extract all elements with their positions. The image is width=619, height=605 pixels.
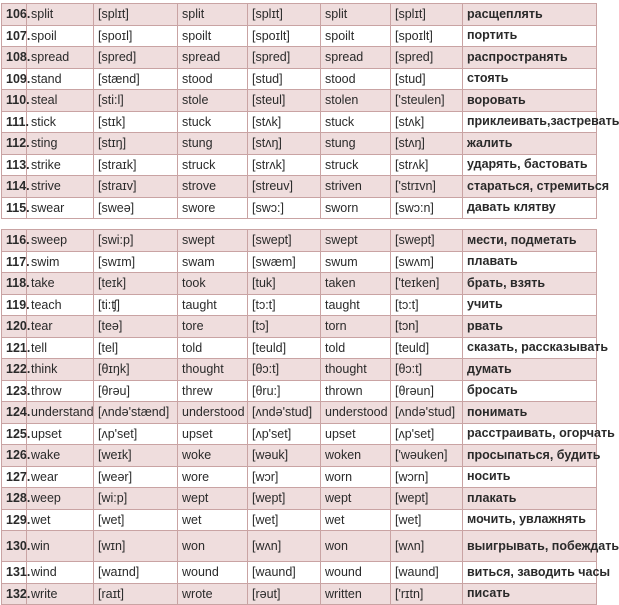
row-number: 131. — [2, 562, 27, 584]
past-simple: woke — [178, 445, 248, 467]
past-simple-transcription: [tɔ:t] — [248, 294, 321, 316]
base-form-transcription: [waɪnd] — [94, 562, 178, 584]
verb-row — [2, 111, 597, 133]
verb-table-part-1 — [1, 3, 619, 219]
verb-row — [2, 294, 597, 316]
past-simple: split — [178, 4, 248, 26]
row-number: 125. — [2, 423, 27, 445]
past-simple: wrote — [178, 583, 248, 605]
row-number: 112. — [2, 133, 27, 155]
row-number: 129. — [2, 509, 27, 531]
past-participle: swept — [321, 230, 391, 252]
verb-row — [2, 509, 597, 531]
base-form: wet — [27, 509, 94, 531]
verb-row — [2, 562, 597, 584]
past-participle: stung — [321, 133, 391, 155]
past-participle-transcription: ['steulen] — [391, 90, 463, 112]
base-form-transcription: [θrəu] — [94, 380, 178, 402]
verb-row — [2, 4, 597, 26]
base-form: sweep — [27, 230, 94, 252]
verb-row — [2, 47, 597, 69]
past-simple-transcription: [streuv] — [248, 176, 321, 198]
past-simple: swept — [178, 230, 248, 252]
base-form: wake — [27, 445, 94, 467]
base-form: throw — [27, 380, 94, 402]
past-simple-transcription: [stʌŋ] — [248, 133, 321, 155]
base-form: swear — [27, 197, 94, 219]
past-simple-transcription: [stud] — [248, 68, 321, 90]
russian-translation: писать — [463, 583, 597, 605]
past-simple-transcription: [ʌndə'stud] — [248, 402, 321, 424]
past-simple-transcription: [teuld] — [248, 337, 321, 359]
past-participle-transcription: [tɔn] — [391, 316, 463, 338]
past-simple: understood — [178, 402, 248, 424]
russian-translation: выигрывать, побеждать — [463, 531, 597, 562]
past-participle-transcription: [θrəun] — [391, 380, 463, 402]
past-simple: struck — [178, 154, 248, 176]
verb-row — [2, 423, 597, 445]
past-participle: upset — [321, 423, 391, 445]
row-number: 106. — [2, 4, 27, 26]
past-simple: wore — [178, 466, 248, 488]
base-form: teach — [27, 294, 94, 316]
past-participle: stuck — [321, 111, 391, 133]
verb-row — [2, 68, 597, 90]
past-participle: thrown — [321, 380, 391, 402]
russian-translation: воровать — [463, 90, 597, 112]
past-simple: spread — [178, 47, 248, 69]
row-number: 109. — [2, 68, 27, 90]
past-simple-transcription: [θru:] — [248, 380, 321, 402]
base-form: weep — [27, 488, 94, 510]
base-form: upset — [27, 423, 94, 445]
past-participle-transcription: [ʌp'set] — [391, 423, 463, 445]
base-form: spread — [27, 47, 94, 69]
past-simple: tore — [178, 316, 248, 338]
base-form-transcription: [spoɪl] — [94, 25, 178, 47]
base-form: understand — [27, 402, 94, 424]
base-form: write — [27, 583, 94, 605]
past-simple-transcription: [steul] — [248, 90, 321, 112]
base-form-transcription: [ʌndə'stænd] — [94, 402, 178, 424]
base-form-transcription: [raɪt] — [94, 583, 178, 605]
past-participle-transcription: [stʌŋ] — [391, 133, 463, 155]
past-participle-transcription: [waund] — [391, 562, 463, 584]
past-simple: taught — [178, 294, 248, 316]
base-form-transcription: [wɪn] — [94, 531, 178, 562]
past-simple: spoilt — [178, 25, 248, 47]
verb-row — [2, 90, 597, 112]
russian-translation: думать — [463, 359, 597, 381]
russian-translation: стоять — [463, 68, 597, 90]
base-form: split — [27, 4, 94, 26]
verb-row — [2, 154, 597, 176]
past-participle: taken — [321, 273, 391, 295]
past-simple-transcription: [wet] — [248, 509, 321, 531]
base-form-transcription: [ʌp'set] — [94, 423, 178, 445]
past-participle: taught — [321, 294, 391, 316]
verb-row — [2, 488, 597, 510]
row-number: 114. — [2, 176, 27, 198]
past-participle: swum — [321, 251, 391, 273]
base-form-transcription: [straɪk] — [94, 154, 178, 176]
verb-row — [2, 531, 597, 562]
row-number: 117. — [2, 251, 27, 273]
past-participle-transcription: [strʌk] — [391, 154, 463, 176]
base-form: stick — [27, 111, 94, 133]
verb-row — [2, 176, 597, 198]
past-participle-transcription: ['wəuken] — [391, 445, 463, 467]
base-form-transcription: [teə] — [94, 316, 178, 338]
base-form: spoil — [27, 25, 94, 47]
past-participle-transcription: ['teɪken] — [391, 273, 463, 295]
verb-row — [2, 25, 597, 47]
past-participle: striven — [321, 176, 391, 198]
row-number: 127. — [2, 466, 27, 488]
russian-translation: плакать — [463, 488, 597, 510]
russian-translation: давать клятву — [463, 197, 597, 219]
verb-row — [2, 230, 597, 252]
verb-row — [2, 402, 597, 424]
base-form-transcription: [stænd] — [94, 68, 178, 90]
russian-translation: мести, подметать — [463, 230, 597, 252]
base-form-transcription: [swi:p] — [94, 230, 178, 252]
verb-table-part-2 — [1, 229, 619, 605]
past-participle: thought — [321, 359, 391, 381]
past-simple: thought — [178, 359, 248, 381]
past-participle: split — [321, 4, 391, 26]
row-number: 119. — [2, 294, 27, 316]
past-participle-transcription: [wet] — [391, 509, 463, 531]
russian-translation: распространять — [463, 47, 597, 69]
past-participle: worn — [321, 466, 391, 488]
verb-row — [2, 273, 597, 295]
base-form-transcription: [ti:ʧ] — [94, 294, 178, 316]
russian-translation: ударять, бастовать — [463, 154, 597, 176]
past-participle: told — [321, 337, 391, 359]
past-simple-transcription: [tuk] — [248, 273, 321, 295]
base-form-transcription: [stɪk] — [94, 111, 178, 133]
past-participle-transcription: [spoɪlt] — [391, 25, 463, 47]
past-simple-transcription: [swæm] — [248, 251, 321, 273]
past-simple: stole — [178, 90, 248, 112]
base-form: swim — [27, 251, 94, 273]
past-participle: wound — [321, 562, 391, 584]
row-number: 128. — [2, 488, 27, 510]
row-number: 130. — [2, 531, 27, 562]
past-participle-transcription: [wɔrn] — [391, 466, 463, 488]
past-participle: won — [321, 531, 391, 562]
base-form: take — [27, 273, 94, 295]
base-form-transcription: [wet] — [94, 509, 178, 531]
base-form-transcription: [sweə] — [94, 197, 178, 219]
past-simple-transcription: [wəuk] — [248, 445, 321, 467]
russian-translation: расщеплять — [463, 4, 597, 26]
past-simple: swam — [178, 251, 248, 273]
past-simple: wept — [178, 488, 248, 510]
russian-translation: рвать — [463, 316, 597, 338]
base-form: tear — [27, 316, 94, 338]
past-participle-transcription: ['strɪvn] — [391, 176, 463, 198]
russian-translation: расстраивать, огорчать — [463, 423, 597, 445]
russian-translation: плавать — [463, 251, 597, 273]
past-participle: spoilt — [321, 25, 391, 47]
russian-translation: понимать — [463, 402, 597, 424]
past-simple: wound — [178, 562, 248, 584]
past-simple-transcription: [stʌk] — [248, 111, 321, 133]
past-participle-transcription: [teuld] — [391, 337, 463, 359]
base-form: strike — [27, 154, 94, 176]
russian-translation: сказать, рассказывать — [463, 337, 597, 359]
past-participle-transcription: [spred] — [391, 47, 463, 69]
russian-translation: мочить, увлажнять — [463, 509, 597, 531]
past-participle-transcription: [tɔ:t] — [391, 294, 463, 316]
verb-row — [2, 445, 597, 467]
past-simple-transcription: [wɔr] — [248, 466, 321, 488]
russian-translation: жалить — [463, 133, 597, 155]
base-form-transcription: [splɪt] — [94, 4, 178, 26]
past-participle: spread — [321, 47, 391, 69]
base-form-transcription: [swɪm] — [94, 251, 178, 273]
past-simple: stung — [178, 133, 248, 155]
base-form: stand — [27, 68, 94, 90]
row-number: 111. — [2, 111, 27, 133]
russian-translation: брать, взять — [463, 273, 597, 295]
past-simple-transcription: [spred] — [248, 47, 321, 69]
past-participle: wet — [321, 509, 391, 531]
base-form: wear — [27, 466, 94, 488]
past-simple-transcription: [swept] — [248, 230, 321, 252]
past-participle-transcription: [θɔ:t] — [391, 359, 463, 381]
past-participle-transcription: [swept] — [391, 230, 463, 252]
past-participle: written — [321, 583, 391, 605]
past-simple: took — [178, 273, 248, 295]
row-number: 113. — [2, 154, 27, 176]
verb-row — [2, 251, 597, 273]
base-form: sting — [27, 133, 94, 155]
past-participle: struck — [321, 154, 391, 176]
past-simple: upset — [178, 423, 248, 445]
row-number: 108. — [2, 47, 27, 69]
verb-row — [2, 316, 597, 338]
past-participle-transcription: [wʌn] — [391, 531, 463, 562]
past-simple-transcription: [waund] — [248, 562, 321, 584]
past-simple: wet — [178, 509, 248, 531]
base-form-transcription: [straɪv] — [94, 176, 178, 198]
row-number: 132. — [2, 583, 27, 605]
past-participle: stolen — [321, 90, 391, 112]
base-form-transcription: [weɪk] — [94, 445, 178, 467]
verb-row — [2, 359, 597, 381]
past-simple: won — [178, 531, 248, 562]
base-form-transcription: [wi:p] — [94, 488, 178, 510]
base-form-transcription: [teɪk] — [94, 273, 178, 295]
verb-row — [2, 197, 597, 219]
row-number: 118. — [2, 273, 27, 295]
past-simple-transcription: [tɔ] — [248, 316, 321, 338]
past-simple: threw — [178, 380, 248, 402]
russian-translation: стараться, стремиться — [463, 176, 597, 198]
past-simple-transcription: [θɔ:t] — [248, 359, 321, 381]
past-participle-transcription: [stʌk] — [391, 111, 463, 133]
row-number: 107. — [2, 25, 27, 47]
verb-row — [2, 337, 597, 359]
past-participle-transcription: [stud] — [391, 68, 463, 90]
row-number: 121. — [2, 337, 27, 359]
russian-translation: носить — [463, 466, 597, 488]
past-simple-transcription: [wept] — [248, 488, 321, 510]
past-participle: woken — [321, 445, 391, 467]
past-simple-transcription: [ʌp'set] — [248, 423, 321, 445]
russian-translation: портить — [463, 25, 597, 47]
past-participle-transcription: [swʌm] — [391, 251, 463, 273]
past-simple: strove — [178, 176, 248, 198]
row-number: 115. — [2, 197, 27, 219]
base-form-transcription: [stɪŋ] — [94, 133, 178, 155]
past-participle: understood — [321, 402, 391, 424]
past-participle-transcription: ['rɪtn] — [391, 583, 463, 605]
row-number: 124. — [2, 402, 27, 424]
past-simple-transcription: [wʌn] — [248, 531, 321, 562]
verb-row — [2, 133, 597, 155]
base-form-transcription: [spred] — [94, 47, 178, 69]
base-form-transcription: [tel] — [94, 337, 178, 359]
russian-translation: учить — [463, 294, 597, 316]
base-form: win — [27, 531, 94, 562]
row-number: 123. — [2, 380, 27, 402]
russian-translation: приклеивать,застревать — [463, 111, 597, 133]
russian-translation: виться, заводить часы — [463, 562, 597, 584]
past-participle-transcription: [swɔ:n] — [391, 197, 463, 219]
past-participle: stood — [321, 68, 391, 90]
past-simple-transcription: [spoɪlt] — [248, 25, 321, 47]
past-participle: wept — [321, 488, 391, 510]
base-form: wind — [27, 562, 94, 584]
past-simple: told — [178, 337, 248, 359]
past-participle-transcription: [ʌndə'stud] — [391, 402, 463, 424]
past-participle: torn — [321, 316, 391, 338]
russian-translation: бросать — [463, 380, 597, 402]
past-simple: swore — [178, 197, 248, 219]
verb-row — [2, 466, 597, 488]
past-participle: sworn — [321, 197, 391, 219]
verb-row — [2, 583, 597, 605]
row-number: 116. — [2, 230, 27, 252]
base-form: strive — [27, 176, 94, 198]
base-form-transcription: [weər] — [94, 466, 178, 488]
row-number: 122. — [2, 359, 27, 381]
past-simple-transcription: [strʌk] — [248, 154, 321, 176]
base-form-transcription: [sti:l] — [94, 90, 178, 112]
past-simple-transcription: [splɪt] — [248, 4, 321, 26]
past-simple: stuck — [178, 111, 248, 133]
base-form: think — [27, 359, 94, 381]
russian-translation: просыпаться, будить — [463, 445, 597, 467]
base-form: tell — [27, 337, 94, 359]
past-simple-transcription: [rəut] — [248, 583, 321, 605]
row-number: 126. — [2, 445, 27, 467]
row-number: 110. — [2, 90, 27, 112]
base-form-transcription: [θɪŋk] — [94, 359, 178, 381]
verb-row — [2, 380, 597, 402]
past-participle-transcription: [splɪt] — [391, 4, 463, 26]
row-number: 120. — [2, 316, 27, 338]
past-participle-transcription: [wept] — [391, 488, 463, 510]
past-simple: stood — [178, 68, 248, 90]
base-form: steal — [27, 90, 94, 112]
past-simple-transcription: [swɔ:] — [248, 197, 321, 219]
